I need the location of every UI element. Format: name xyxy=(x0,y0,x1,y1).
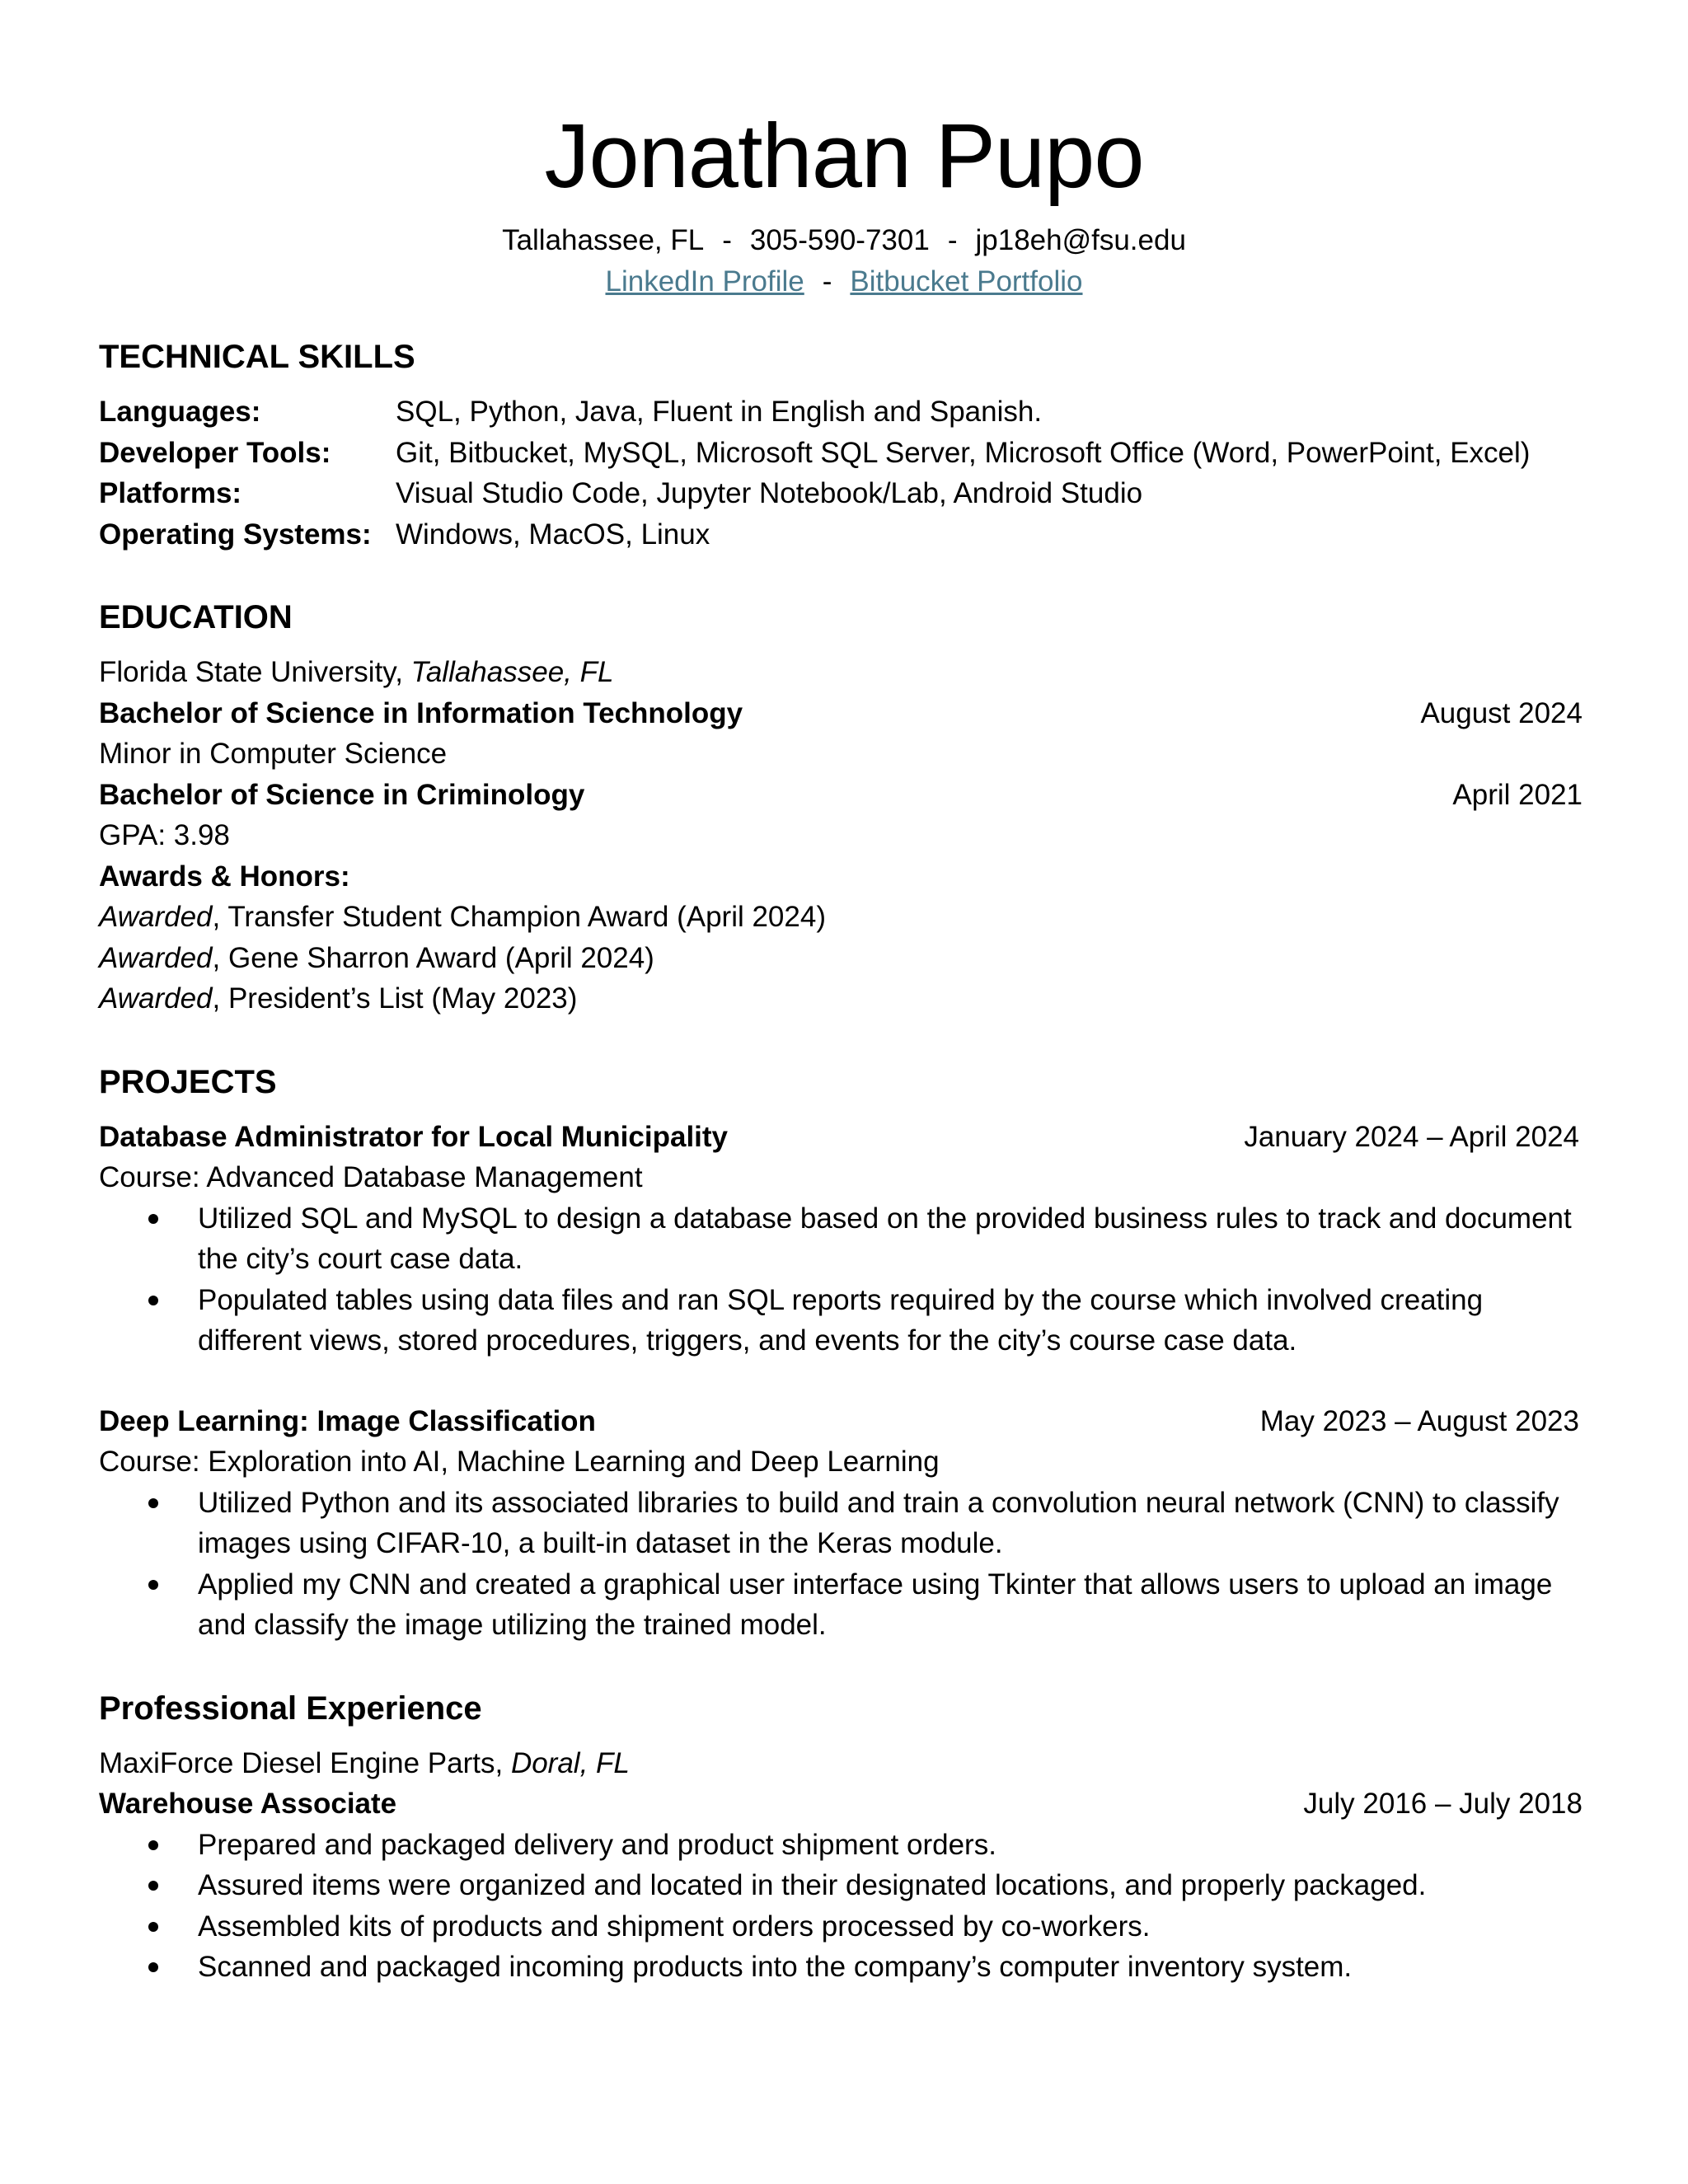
location-text: Tallahassee, FL xyxy=(502,224,705,256)
skill-value: Windows, MacOS, Linux xyxy=(396,518,710,551)
project-header-row xyxy=(99,1117,1582,1158)
role-row xyxy=(99,1783,1582,1825)
school-line xyxy=(99,652,1582,693)
bullet-item: Assured items were organized and located in their designated locations, and properly packaged. xyxy=(198,1865,1582,1906)
skill-row xyxy=(99,433,1582,474)
company-location: Doral, FL xyxy=(510,1746,630,1779)
award-item xyxy=(99,938,1582,979)
skill-label: Languages: xyxy=(99,396,261,428)
project-bullets xyxy=(99,1483,1582,1646)
education-heading: EDUCATION xyxy=(99,599,293,635)
degree-date: August 2024 xyxy=(1420,696,1582,729)
bitbucket-link[interactable]: Bitbucket Portfolio xyxy=(850,265,1083,298)
links-line xyxy=(0,261,1688,302)
skill-value: Visual Studio Code, Jupyter Notebook/Lab, Android Studio xyxy=(396,477,1143,509)
degree-row xyxy=(99,693,1582,734)
project-course: Course: Exploration into AI, Machine Learning and Deep Learning xyxy=(99,1446,940,1478)
award-prefix: Awarded xyxy=(99,901,213,933)
projects-heading: PROJECTS xyxy=(99,1063,277,1100)
skill-row xyxy=(99,514,1582,555)
experience-bullets xyxy=(99,1825,1582,1988)
award-item xyxy=(99,978,1582,1019)
phone-text: 305-590-7301 xyxy=(749,224,930,256)
bullet-item: Utilized Python and its associated libraries to build and train a convolution neural network (CNN) to classify images using CIFAR-10, a built-in dataset in the Keras module. xyxy=(198,1483,1582,1564)
experience-section xyxy=(99,1685,1582,1988)
skill-value: SQL, Python, Java, Fluent in English and Spanish. xyxy=(396,396,1043,428)
role-title: Warehouse Associate xyxy=(99,1788,397,1820)
bullet-item: Populated tables using data files and ran SQL reports required by the course which involved creating different views, stored procedures, triggers, and events for the city’s course case data. xyxy=(198,1280,1582,1361)
minor-text: Minor in Computer Science xyxy=(99,738,448,770)
gpa-text: GPA: 3.98 xyxy=(99,819,230,851)
company-line xyxy=(99,1743,1582,1784)
resume-header xyxy=(0,103,1688,302)
experience-heading: Professional Experience xyxy=(99,1690,482,1727)
project-dates: May 2023 – August 2023 xyxy=(1259,1404,1579,1437)
project-name: Deep Learning: Image Classification xyxy=(99,1404,596,1437)
project-header-row xyxy=(99,1401,1582,1442)
school-name: Florida State University, xyxy=(99,656,403,688)
email-text: jp18eh@fsu.edu xyxy=(975,224,1186,256)
award-item xyxy=(99,897,1582,938)
projects-section xyxy=(99,1059,1582,1646)
contact-line xyxy=(0,220,1688,261)
bullet-item: Utilized SQL and MySQL to design a database based on the provided business rules to track and document the city’s court case data. xyxy=(198,1198,1582,1280)
degree-title: Bachelor of Science in Information Technology xyxy=(99,696,743,729)
skill-row xyxy=(99,473,1582,514)
award-text: , President’s List (May 2023) xyxy=(212,982,578,1015)
education-section xyxy=(99,594,1582,1019)
degree-date: April 2021 xyxy=(1452,778,1582,811)
role-dates: July 2016 – July 2018 xyxy=(1303,1788,1582,1820)
degree-row xyxy=(99,775,1582,816)
linkedin-link[interactable]: LinkedIn Profile xyxy=(605,265,804,298)
bullet-item: Applied my CNN and created a graphical user interface using Tkinter that allows users to upload an image and classify the image utilizing the trained model. xyxy=(198,1564,1582,1646)
skills-section xyxy=(99,334,1582,555)
school-location: Tallahassee, FL xyxy=(410,656,614,688)
separator: - xyxy=(947,224,958,256)
skills-heading: TECHNICAL SKILLS xyxy=(99,339,415,375)
skill-value: Git, Bitbucket, MySQL, Microsoft SQL Server, Microsoft Office (Word, PowerPoint, Excel) xyxy=(396,436,1531,469)
resume-body xyxy=(99,334,1582,2027)
skill-row xyxy=(99,391,1582,433)
separator: - xyxy=(722,224,732,256)
award-prefix: Awarded xyxy=(99,982,213,1015)
bullet-item: Scanned and packaged incoming products into the company’s computer inventory system. xyxy=(198,1947,1582,1988)
candidate-name: Jonathan Pupo xyxy=(544,105,1144,207)
project-dates: January 2024 – April 2024 xyxy=(1244,1120,1579,1153)
degree-title: Bachelor of Science in Criminology xyxy=(99,778,585,811)
company-name: MaxiForce Diesel Engine Parts, xyxy=(99,1746,504,1779)
project-item xyxy=(99,1117,1582,1361)
project-item xyxy=(99,1401,1582,1646)
skill-label: Platforms: xyxy=(99,477,242,509)
award-text: , Transfer Student Champion Award (April 2024) xyxy=(212,901,826,933)
awards-heading: Awards & Honors: xyxy=(99,860,350,893)
skill-label: Developer Tools: xyxy=(99,436,331,469)
project-name: Database Administrator for Local Municipality xyxy=(99,1120,729,1153)
skill-label: Operating Systems: xyxy=(99,518,372,551)
award-text: , Gene Sharron Award (April 2024) xyxy=(212,941,654,974)
award-prefix: Awarded xyxy=(99,941,213,974)
bullet-item: Assembled kits of products and shipment orders processed by co-workers. xyxy=(198,1906,1582,1947)
bullet-item: Prepared and packaged delivery and product shipment orders. xyxy=(198,1825,1582,1866)
project-course: Course: Advanced Database Management xyxy=(99,1161,643,1193)
project-bullets xyxy=(99,1198,1582,1361)
separator: - xyxy=(822,265,832,298)
